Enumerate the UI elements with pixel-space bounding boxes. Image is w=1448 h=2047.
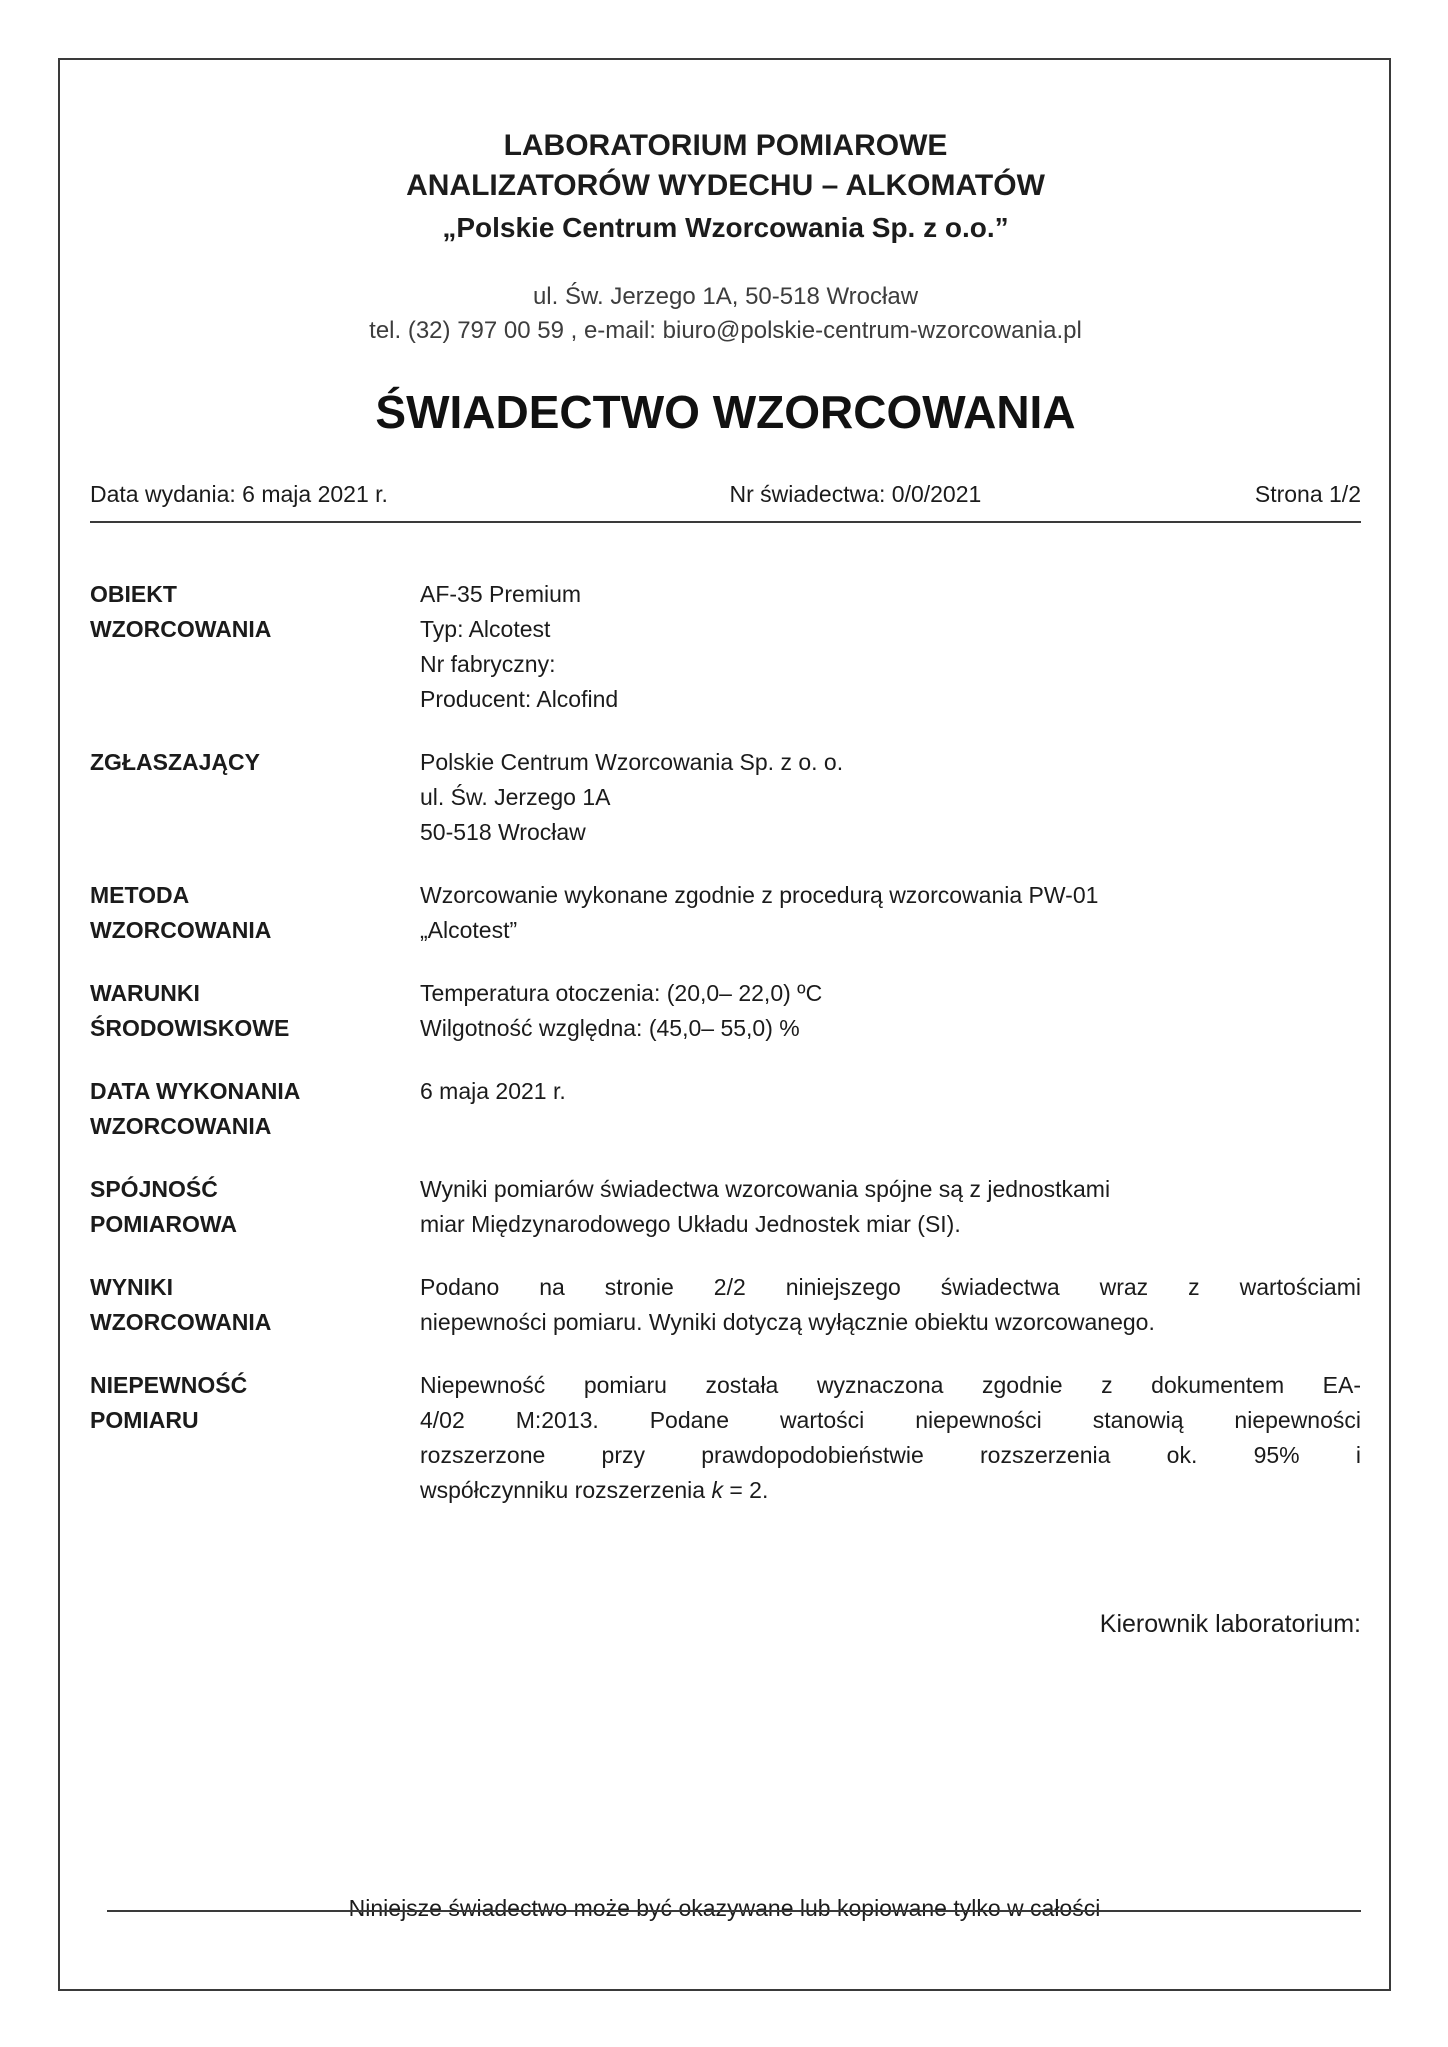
lab-name-line-1: LABORATORIUM POMIAROWE bbox=[503, 129, 948, 162]
document-title: ŚWIADECTWO WZORCOWANIA bbox=[375, 386, 1076, 438]
section-value-line: Wzorcowanie wykonane zgodnie z procedurą wzorcowania PW-01 bbox=[420, 882, 1099, 908]
section-label-line: METODA bbox=[90, 882, 190, 908]
section-value-line: Polskie Centrum Wzorcowania Sp. z o. o. bbox=[420, 749, 844, 775]
section-value-line: 6 maja 2021 r. bbox=[420, 1078, 566, 1104]
section-value-line: współczynniku rozszerzenia k = 2. bbox=[420, 1477, 769, 1503]
page-border-frame bbox=[58, 58, 1391, 1991]
sections bbox=[90, 577, 1361, 1508]
page-content bbox=[60, 60, 1389, 1640]
section-value-line: Temperatura otoczenia: (20,0– 22,0) ºC bbox=[420, 980, 823, 1006]
footer-divider bbox=[107, 1910, 1361, 1912]
section-value-line: Wilgotność względna: (45,0– 55,0) % bbox=[420, 1015, 800, 1041]
section-values bbox=[420, 1074, 1361, 1144]
section-label-line: OBIEKT bbox=[90, 581, 177, 607]
issue-date: Data wydania: 6 maja 2021 r. bbox=[90, 481, 388, 507]
section-value-line: „Alcotest” bbox=[420, 917, 518, 943]
section-row bbox=[90, 878, 1361, 948]
meta-row bbox=[90, 480, 1361, 508]
section-value-line: Nr fabryczny: bbox=[420, 651, 556, 677]
section-label bbox=[90, 1368, 420, 1508]
section-value-line: Niepewność pomiaru została wyznaczona zgodnie z dokumentem EA- bbox=[420, 1372, 1361, 1398]
section-value-line: ul. Św. Jerzego 1A bbox=[420, 784, 611, 810]
section-value-line: 50-518 Wrocław bbox=[420, 819, 586, 845]
section-label-line: WZORCOWANIA bbox=[90, 1309, 272, 1335]
section-values bbox=[420, 878, 1361, 948]
section-values bbox=[420, 1270, 1361, 1340]
header-divider bbox=[90, 521, 1361, 523]
section-label bbox=[90, 878, 420, 948]
section-row bbox=[90, 1172, 1361, 1242]
certificate-number: Nr świadectwa: 0/0/2021 bbox=[729, 481, 982, 507]
section-label-line: POMIAROWA bbox=[90, 1211, 237, 1237]
section-value-line: niepewności pomiaru. Wyniki dotyczą wyłącznie obiektu wzorcowanego. bbox=[420, 1309, 1155, 1335]
section-row bbox=[90, 1270, 1361, 1340]
section-values bbox=[420, 1172, 1361, 1242]
section-row bbox=[90, 577, 1361, 717]
section-row bbox=[90, 1074, 1361, 1144]
section-row bbox=[90, 976, 1361, 1046]
section-label-line: ZGŁASZAJĄCY bbox=[90, 749, 260, 775]
lab-header bbox=[90, 126, 1361, 348]
section-value-line: miar Międzynarodowego Układu Jednostek miar (SI). bbox=[420, 1211, 961, 1237]
section-value-line: Wyniki pomiarów świadectwa wzorcowania spójne są z jednostkami bbox=[420, 1176, 1111, 1202]
section-value-line: 4/02 M:2013. Podane wartości niepewności stanowią niepewności bbox=[420, 1407, 1361, 1433]
section-value-line: Typ: Alcotest bbox=[420, 616, 551, 642]
section-value-line: rozszerzone przy prawdopodobieństwie rozszerzenia ok. 95% i bbox=[420, 1442, 1361, 1468]
section-label-line: WYNIKI bbox=[90, 1274, 174, 1300]
section-label-line: WZORCOWANIA bbox=[90, 1113, 272, 1139]
section-label bbox=[90, 745, 420, 850]
section-label bbox=[90, 1270, 420, 1340]
section-value-line: AF-35 Premium bbox=[420, 581, 582, 607]
section-values bbox=[420, 1368, 1361, 1508]
section-label bbox=[90, 577, 420, 717]
section-label bbox=[90, 1074, 420, 1144]
section-value-line: Podano na stronie 2/2 niniejszego świadectwa wraz z wartościami bbox=[420, 1274, 1361, 1300]
lab-name-line-2: ANALIZATORÓW WYDECHU – ALKOMATÓW bbox=[406, 169, 1045, 202]
section-value-line: Producent: Alcofind bbox=[420, 686, 619, 712]
section-label-line: NIEPEWNOŚĆ bbox=[90, 1372, 248, 1398]
footer-note: Niniejsze świadectwo może być okazywane lub kopiowane tylko w całości bbox=[348, 1895, 1101, 1921]
section-label bbox=[90, 976, 420, 1046]
section-label-line: WZORCOWANIA bbox=[90, 616, 272, 642]
section-label bbox=[90, 1172, 420, 1242]
page-number: Strona 1/2 bbox=[1254, 481, 1361, 507]
section-values bbox=[420, 976, 1361, 1046]
section-label-line: POMIARU bbox=[90, 1407, 199, 1433]
section-row bbox=[90, 745, 1361, 850]
section-label-line: DATA WYKONANIA bbox=[90, 1078, 301, 1104]
section-row bbox=[90, 1368, 1361, 1508]
section-label-line: SPÓJNOŚĆ bbox=[90, 1176, 218, 1202]
section-label-line: WZORCOWANIA bbox=[90, 917, 272, 943]
lab-address-block bbox=[90, 280, 1361, 348]
lab-contact-line: tel. (32) 797 00 59 , e-mail: biuro@polskie-centrum-wzorcowania.pl bbox=[369, 317, 1082, 344]
section-values bbox=[420, 577, 1361, 717]
lab-address-line: ul. Św. Jerzego 1A, 50-518 Wrocław bbox=[532, 283, 919, 310]
section-label-line: WARUNKI bbox=[90, 980, 200, 1006]
signature-label: Kierownik laboratorium: bbox=[1099, 1610, 1361, 1638]
section-label-line: ŚRODOWISKOWE bbox=[90, 1015, 290, 1041]
lab-name-line-3: „Polskie Centrum Wzorcowania Sp. z o.o.” bbox=[442, 212, 1009, 243]
section-values bbox=[420, 745, 1361, 850]
